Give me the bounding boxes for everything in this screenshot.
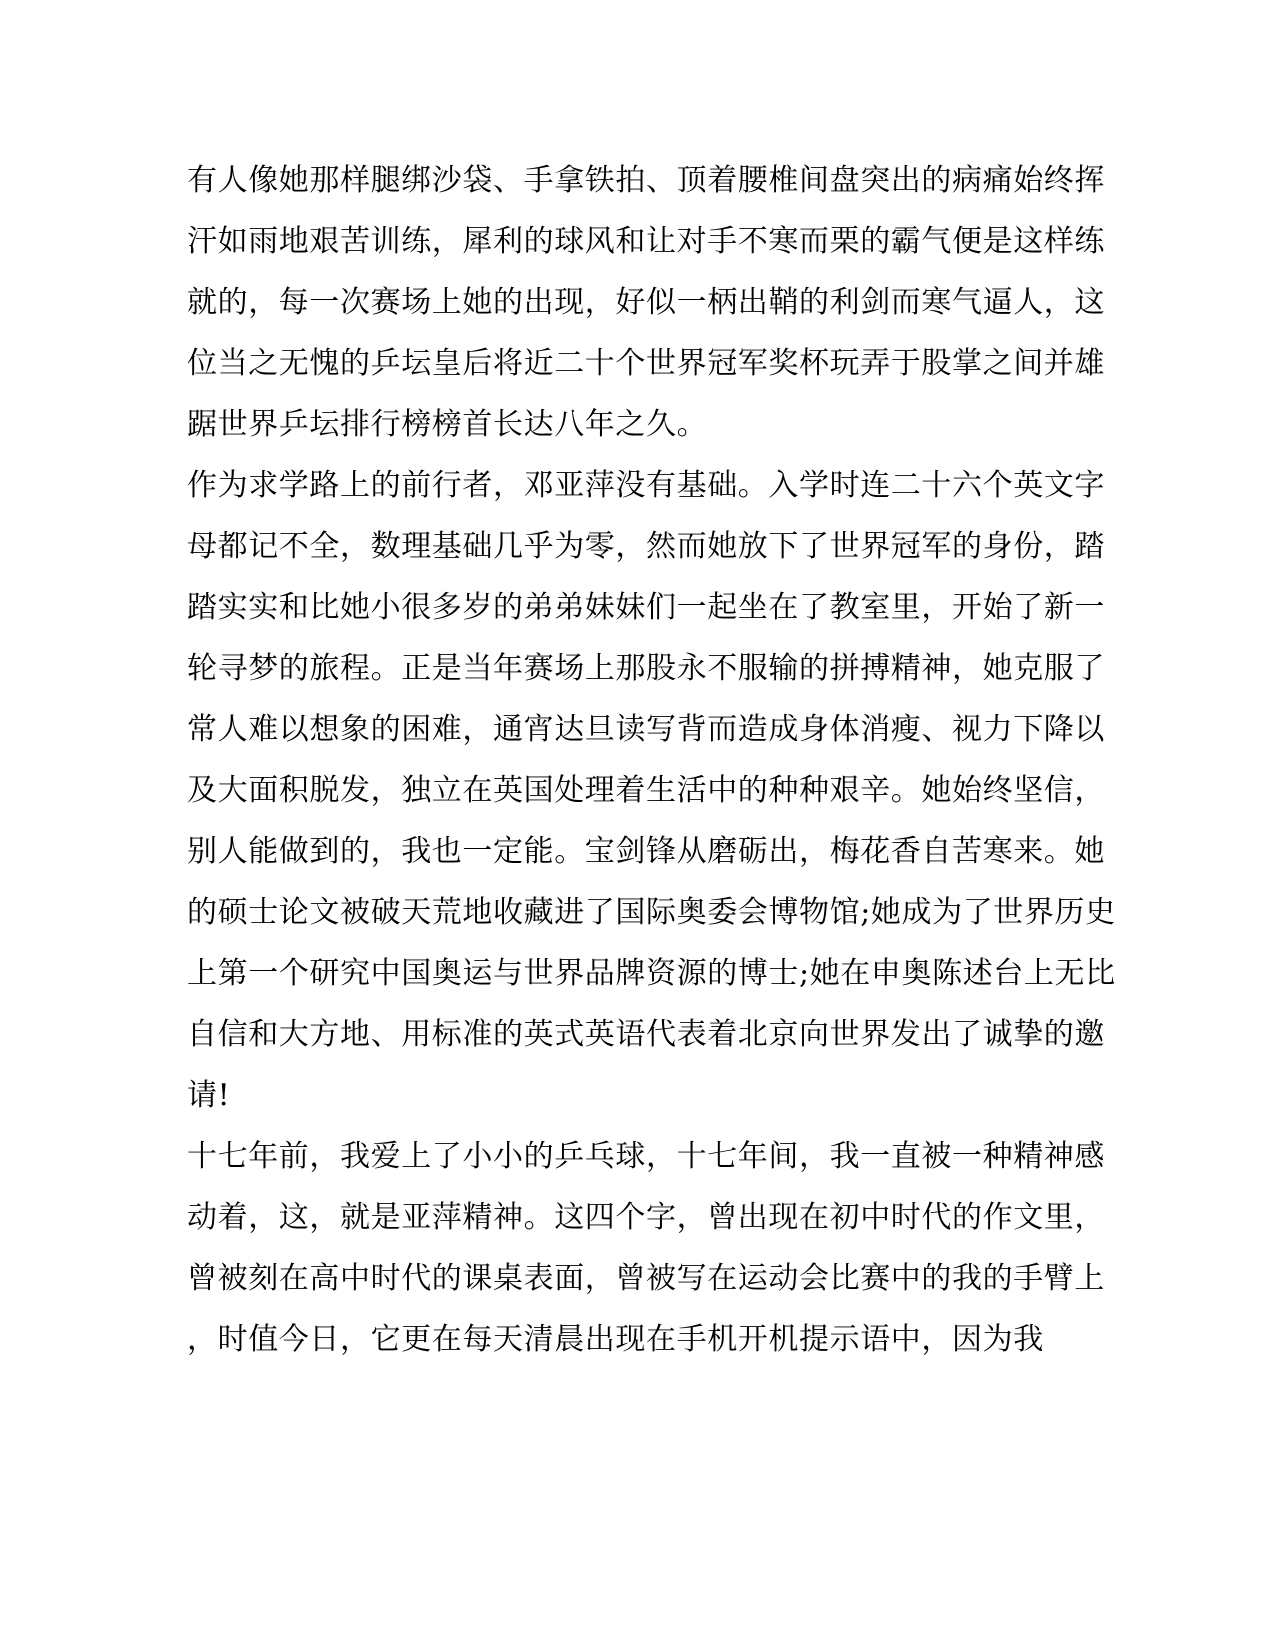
text-line: 曾被刻在高中时代的课桌表面，曾被写在运动会比赛中的我的手臂上: [187, 1261, 1105, 1296]
text-line: 及大面积脱发，独立在英国处理着生活中的种种艰辛。她始终坚信，: [187, 773, 1105, 808]
text-line: ，时值今日，它更在每天清晨出现在手机开机提示语中，因为我: [187, 1322, 1044, 1357]
text-line: 有人像她那样腿绑沙袋、手拿铁拍、顶着腰椎间盘突出的病痛始终挥: [187, 163, 1105, 198]
text-line: 作为求学路上的前行者，邓亚萍没有基础。入学时连二十六个英文字: [187, 468, 1105, 503]
text-line: 位当之无愧的乒坛皇后将近二十个世界冠军奖杯玩弄于股掌之间并雄: [187, 346, 1105, 381]
text-line: 踏实实和比她小很多岁的弟弟妹妹们一起坐在了教室里，开始了新一: [187, 590, 1105, 625]
text-line: 十七年前，我爱上了小小的乒乓球，十七年间，我一直被一种精神感: [187, 1139, 1105, 1174]
text-line: 的硕士论文被破天荒地收藏进了国际奥委会博物馆;她成为了世界历史: [187, 895, 1116, 930]
text-line: 动着，这，就是亚萍精神。这四个字，曾出现在初中时代的作文里，: [187, 1200, 1105, 1235]
text-line: 母都记不全，数理基础几乎为零，然而她放下了世界冠军的身份，踏: [187, 529, 1105, 564]
text-line: 自信和大方地、用标准的英式英语代表着北京向世界发出了诚挚的邀: [187, 1017, 1105, 1052]
text-line: 汗如雨地艰苦训练，犀利的球风和让对手不寒而栗的霸气便是这样练: [187, 224, 1105, 259]
text-line: 常人难以想象的困难，通宵达旦读写背而造成身体消瘦、视力下降以: [187, 712, 1105, 747]
text-line: 就的，每一次赛场上她的出现，好似一柄出鞘的利剑而寒气逼人，这: [187, 285, 1105, 320]
text-line: 请!: [187, 1078, 231, 1113]
text-line: 上第一个研究中国奥运与世界品牌资源的博士;她在申奥陈述台上无比: [187, 956, 1116, 991]
text-line: 别人能做到的，我也一定能。宝剑锋从磨砺出，梅花香自苦寒来。她: [187, 834, 1105, 869]
text-line: 轮寻梦的旅程。正是当年赛场上那股永不服输的拼搏精神，她克服了: [187, 651, 1105, 686]
text-line: 踞世界乒坛排行榜榜首长达八年之久。: [187, 407, 708, 442]
